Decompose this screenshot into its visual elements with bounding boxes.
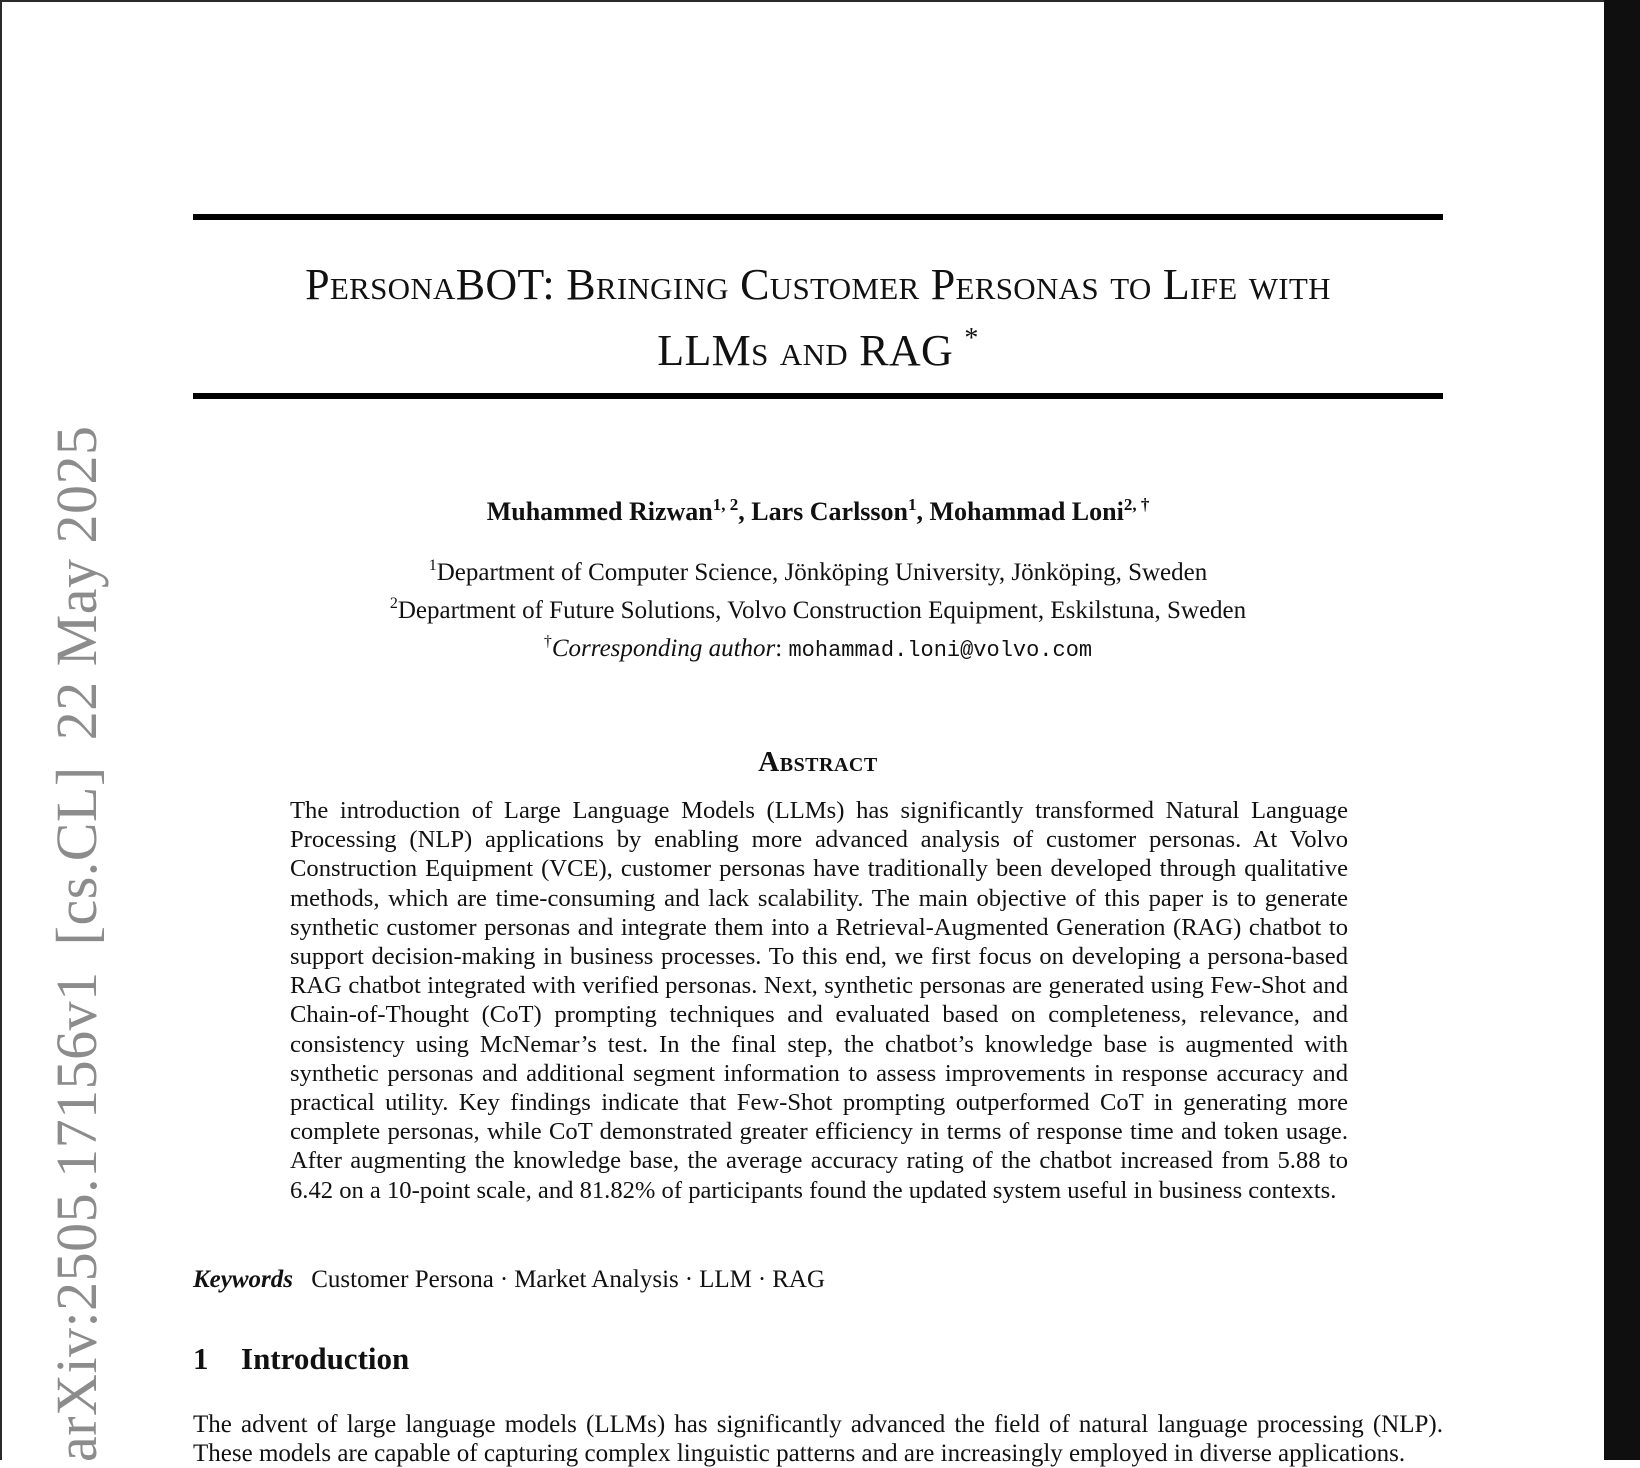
title-rule-top [193,214,1443,220]
section-number: 1 [193,1341,209,1376]
keyword: RAG [772,1266,826,1293]
author: Lars Carlsson$^1$, [751,495,930,526]
keyword: LLM [699,1266,752,1293]
abstract-heading: Abstract [758,746,878,778]
keyword-separator: · [757,1266,767,1293]
keyword: Market Analysis [514,1266,679,1293]
title-footnote-mark: * [964,323,979,354]
arxiv-sidebar-stamp [44,425,109,1462]
viewer-right-edge [1604,0,1640,1460]
arxiv-id: arXiv:2505.17156v1 [44,971,109,1462]
introduction-text: The advent of large language models (LLMs) has significantly advanced the field of natural language processing (NLP). These models are capable of capturing complex linguistic patterns and are increasingly employed in diverse applications. [193,1411,1443,1467]
keyword-separator: · [499,1266,509,1293]
affiliation-2: $^2$Department of Future Solutions, Volvo Construction Equipment, Eskilstuna, Sweden [389,595,1247,624]
keyword-separator: · [684,1266,694,1293]
affiliations [193,550,1443,666]
paper-title-line-1: PersonaBOT: Bringing Customer Personas to Life with [305,260,1331,309]
author: Mohammad Loni$^{2, \dagger}$ [929,495,1150,526]
paper-title-line-2: LLMs and RAG [657,326,954,375]
keywords [193,1264,1443,1296]
corresponding-email[interactable]: mohammad.loni@volvo.com [788,638,1093,663]
arxiv-category: [cs.CL] [44,766,109,946]
author: Muhammed Rizwan$^{1, 2}$, [486,495,752,526]
paper-title [193,258,1443,378]
title-rule-bottom [193,393,1443,399]
keywords-label: Keywords [193,1266,293,1293]
arxiv-date: 22 May 2025 [44,425,109,741]
affiliation-1: $^1$Department of Computer Science, Jönköping University, Jönköping, Sweden [428,557,1208,586]
keyword: Customer Persona [311,1266,494,1293]
section-title: Introduction [241,1341,410,1376]
abstract-text: The introduction of Large Language Models (LLMs) has significantly transformed Natural Language Processing (NLP) applications by enabling more advanced analysis of customer personas. At Volvo Construction Equipment (VCE), customer personas have traditionally been developed through qualitative methods, which are time-consuming and lack scalability. The main objective of this paper is to generate synthetic customer personas and integrate them into a Retrieval-Augmented Generation (RAG) chatbot to support decision-making in business processes. To this end, we first focus on developing a persona-based RAG chatbot integrated with verified personas. Next, synthetic personas are generated using Few-Shot and Chain-of-Thought (CoT) prompting techniques and evaluated based on completeness, relevance, and consistency using McNemar’s test. In the final step, the chatbot’s knowledge base is augmented with synthetic personas and additional segment information to assess improvements in response accuracy and practical utility. Key findings indicate that Few-Shot prompting outperformed CoT in generating more complete personas, while CoT demonstrated greater efficiency in terms of response time and token usage. After augmenting the knowledge base, the average accuracy rating of the chatbot increased from 5.88 to 6.42 on a 10-point scale, and 81.82% of participants found the updated system useful in business contexts. [290,797,1348,1204]
author-list [193,488,1443,529]
corresponding-author: †Corresponding author: mohammad.loni@volvo.com [543,633,1093,663]
section-heading-introduction [193,1340,409,1378]
pdf-page[interactable] [2,2,1604,1467]
